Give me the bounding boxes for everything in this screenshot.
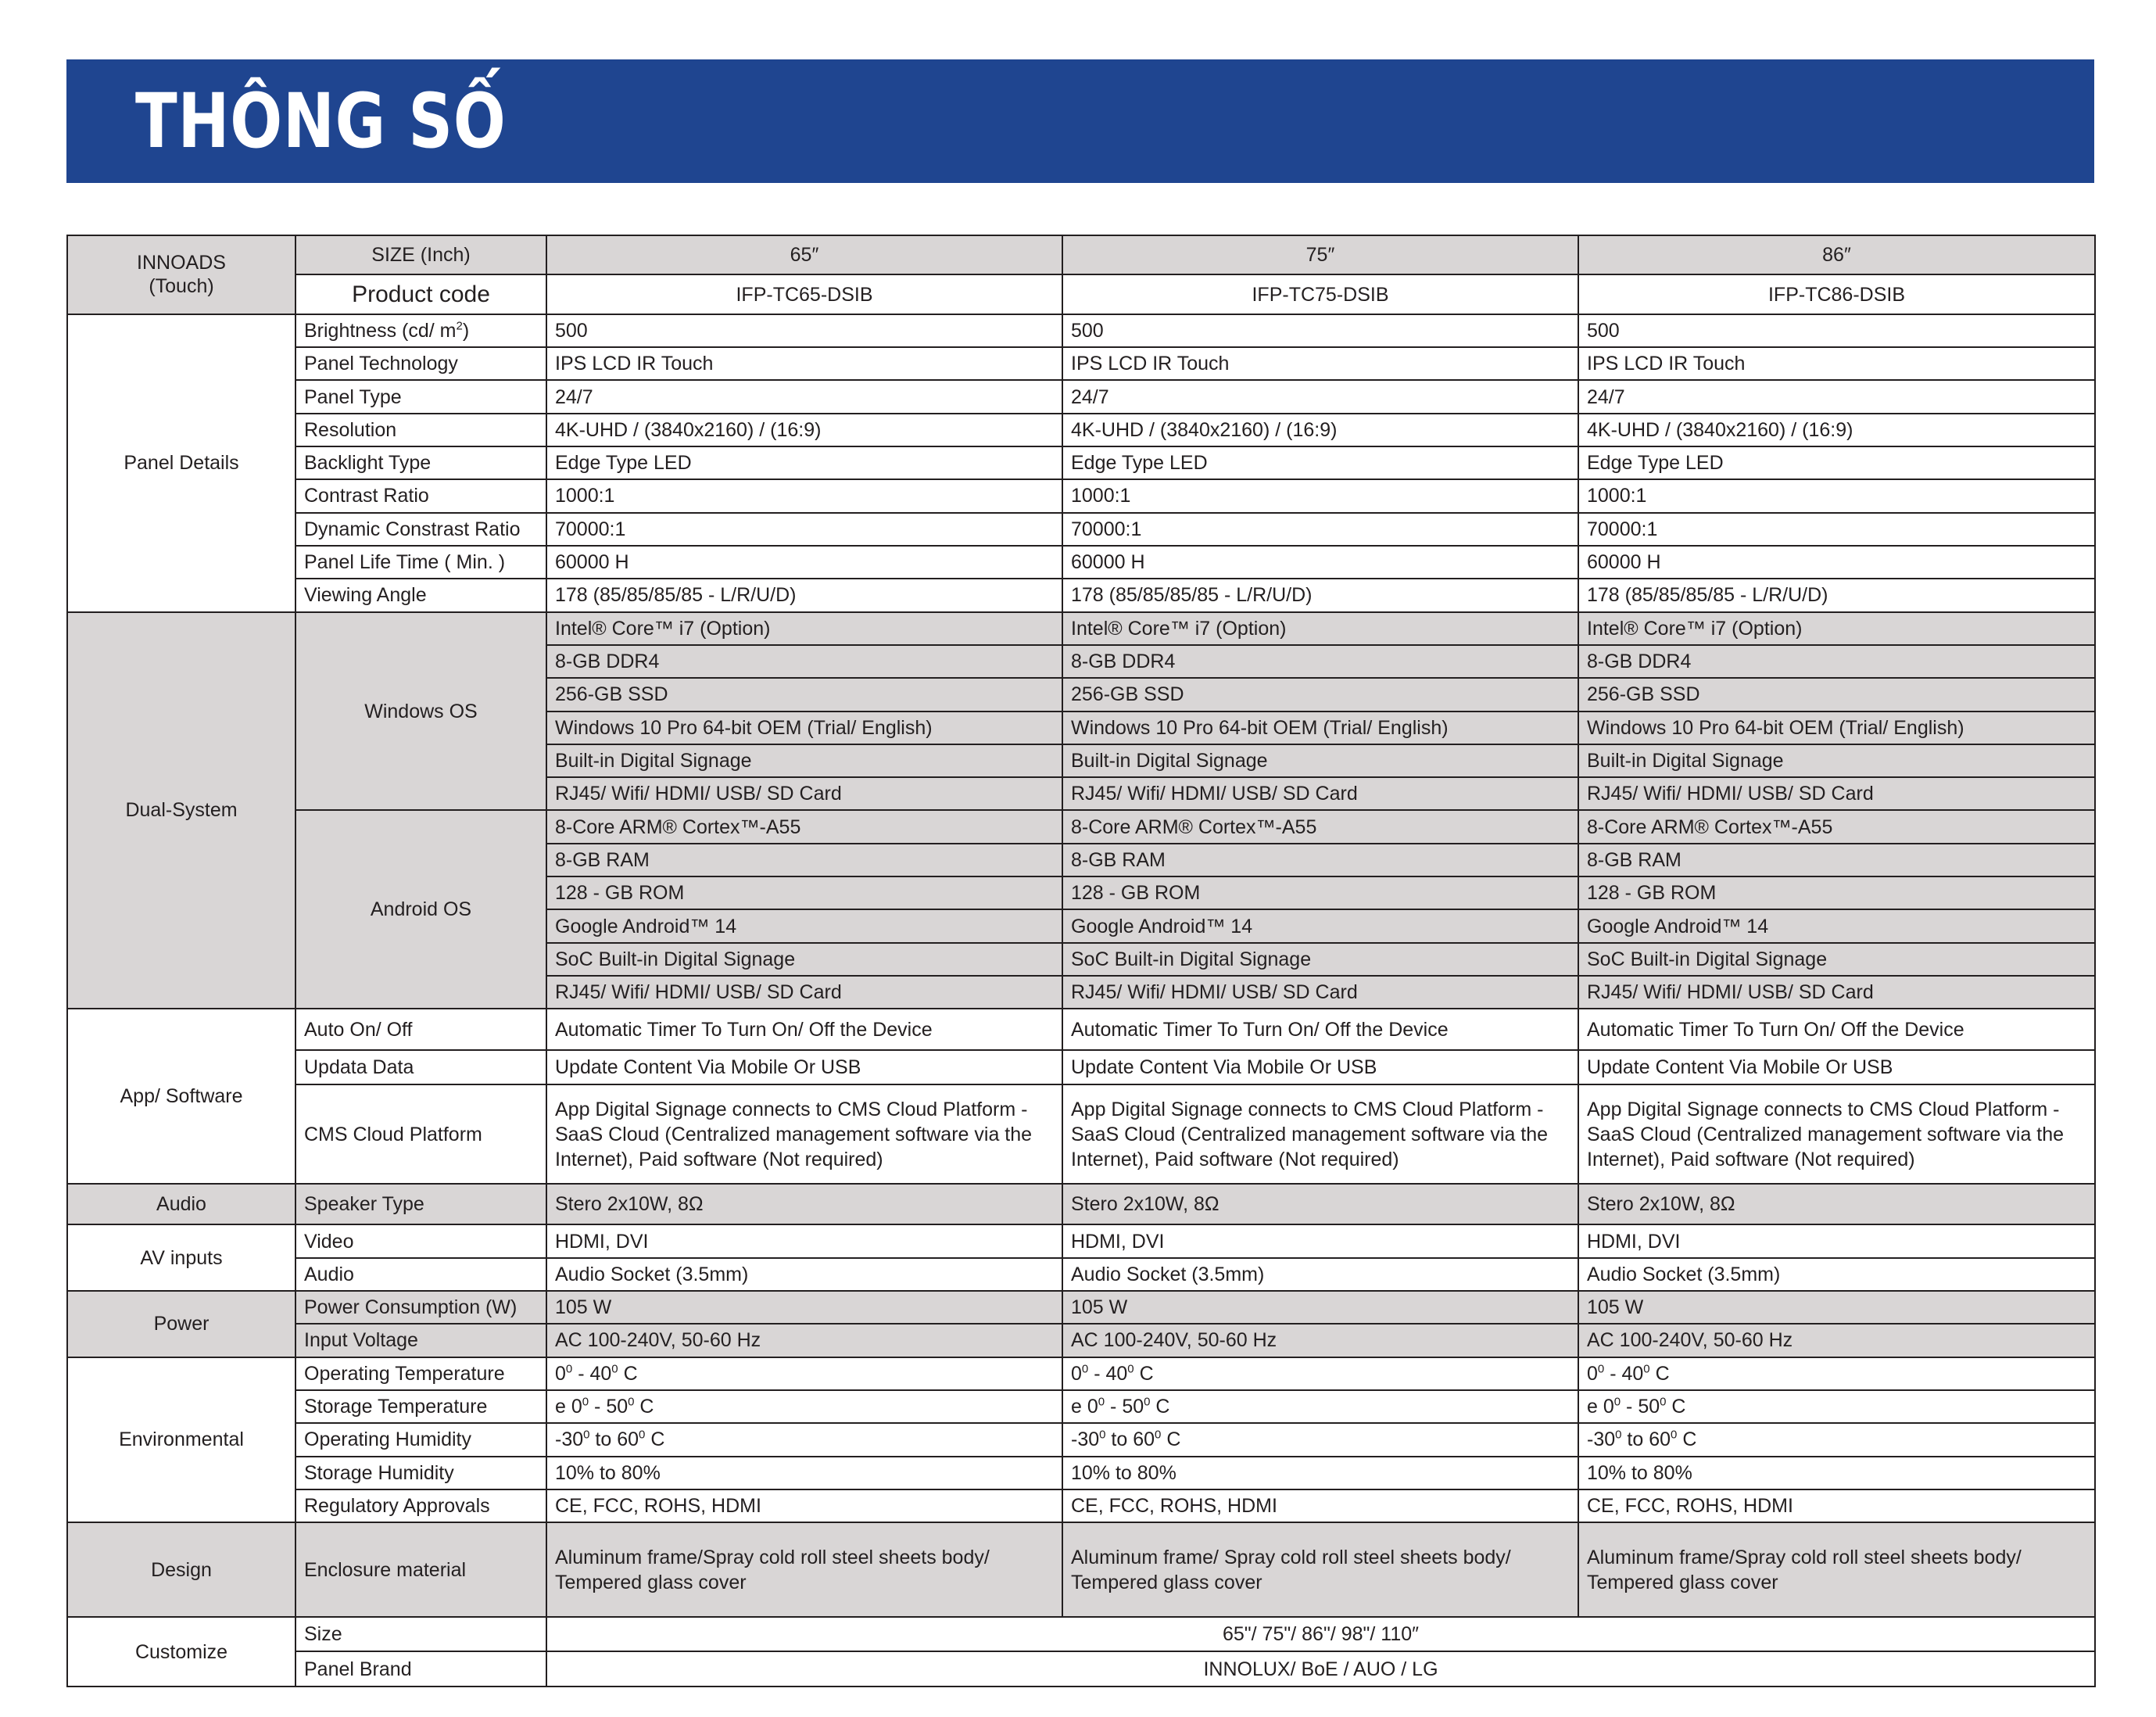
spec-value (1062, 1357, 1578, 1390)
spec-label: Viewing Angle (295, 579, 546, 611)
spec-value: 105 W (1062, 1291, 1578, 1324)
spec-value: 8-Core ARM® Cortex™-A55 (1062, 810, 1578, 843)
spec-row (67, 1050, 2095, 1084)
spec-row (67, 1617, 2095, 1651)
spec-value: 178 (85/85/85/85 - L/R/U/D) (1062, 579, 1578, 611)
spec-value: RJ45/ Wifi/ HDMI/ USB/ SD Card (1578, 777, 2095, 810)
spec-value: 4K-UHD / (3840x2160) / (16:9) (546, 414, 1062, 446)
group-design: Design (67, 1522, 295, 1617)
spec-value: 10% to 80% (546, 1457, 1062, 1489)
spec-value: SoC Built-in Digital Signage (1062, 943, 1578, 976)
spec-value: 8-GB RAM (1062, 844, 1578, 876)
spec-value: RJ45/ Wifi/ HDMI/ USB/ SD Card (1578, 976, 2095, 1009)
spec-value: Windows 10 Pro 64-bit OEM (Trial/ English) (1062, 712, 1578, 744)
degree-mark: 0 (1127, 1362, 1134, 1376)
spec-label (295, 314, 546, 347)
temp-max: - 50 (1621, 1396, 1660, 1418)
spec-value (1578, 1390, 2095, 1423)
spec-value: CE, FCC, ROHS, HDMI (546, 1489, 1062, 1522)
group-app-software: App/ Software (67, 1009, 295, 1184)
spec-label: Operating Humidity (295, 1423, 546, 1456)
degree-mark: 0 (582, 1395, 589, 1409)
spec-value (1062, 1390, 1578, 1423)
group-customize: Customize (67, 1617, 295, 1687)
degree-mark: 0 (639, 1428, 646, 1443)
spec-value: 178 (85/85/85/85 - L/R/U/D) (546, 579, 1062, 611)
spec-value: 1000:1 (546, 479, 1062, 512)
brand-text: INNOADS (Touch) (137, 252, 226, 298)
spec-value: HDMI, DVI (1062, 1224, 1578, 1257)
spec-label: Power Consumption (W) (295, 1291, 546, 1324)
customize-brand-value: INNOLUX/ BoE / AUO / LG (546, 1651, 2095, 1687)
spec-value: 60000 H (1578, 546, 2095, 579)
temp-min: -30 (1587, 1428, 1616, 1451)
size-86: 86″ (1578, 235, 2095, 274)
product-code-65: IFP-TC65-DSIB (546, 274, 1062, 314)
spec-value: App Digital Signage connects to CMS Cloud Platform - SaaS Cloud (Centralized management software via the Internet), Paid software (Not required) (1062, 1084, 1578, 1184)
spec-label: Input Voltage (295, 1324, 546, 1357)
degree-mark: 0 (1144, 1395, 1151, 1409)
degree-mark: 0 (1155, 1428, 1162, 1443)
spec-row (67, 414, 2095, 446)
temp-min: e 0 (1587, 1396, 1614, 1418)
spec-row (67, 810, 2095, 843)
spec-value: 1000:1 (1578, 479, 2095, 512)
spec-value: IPS LCD IR Touch (546, 347, 1062, 380)
spec-value: 1000:1 (1062, 479, 1578, 512)
spec-row (67, 1423, 2095, 1456)
spec-label: Operating Temperature (295, 1357, 546, 1390)
spec-value (546, 1390, 1062, 1423)
spec-value: Automatic Timer To Turn On/ Off the Device (546, 1009, 1062, 1049)
spec-value: Google Android™ 14 (1578, 909, 2095, 942)
degree-mark: 0 (1660, 1395, 1667, 1409)
temp-unit: C (1150, 1396, 1170, 1418)
spec-label: Auto On/ Off (295, 1009, 546, 1049)
spec-value: 105 W (546, 1291, 1062, 1324)
spec-row (67, 612, 2095, 645)
spec-row (67, 380, 2095, 413)
spec-label: CMS Cloud Platform (295, 1084, 546, 1184)
spec-value: SoC Built-in Digital Signage (1578, 943, 2095, 976)
size-75: 75″ (1062, 235, 1578, 274)
spec-label: Storage Humidity (295, 1457, 546, 1489)
spec-value: Built-in Digital Signage (1578, 744, 2095, 777)
temp-max: to 60 (1621, 1428, 1671, 1451)
spec-value: 4K-UHD / (3840x2160) / (16:9) (1578, 414, 2095, 446)
spec-value: 256-GB SSD (546, 678, 1062, 711)
spec-value: 256-GB SSD (1578, 678, 2095, 711)
brightness-label-sup: 2 (456, 319, 463, 333)
spec-row (67, 1390, 2095, 1423)
spec-value: Built-in Digital Signage (546, 744, 1062, 777)
spec-value: CE, FCC, ROHS, HDMI (1062, 1489, 1578, 1522)
spec-value: 178 (85/85/85/85 - L/R/U/D) (1578, 579, 2095, 611)
spec-value: IPS LCD IR Touch (1578, 347, 2095, 380)
degree-mark: 0 (628, 1395, 635, 1409)
spec-value: 4K-UHD / (3840x2160) / (16:9) (1062, 414, 1578, 446)
spec-value: Audio Socket (3.5mm) (1062, 1258, 1578, 1291)
degree-mark: 0 (1615, 1428, 1622, 1443)
spec-value: App Digital Signage connects to CMS Cloud Platform - SaaS Cloud (Centralized management software via the Internet), Paid software (Not required) (1578, 1084, 2095, 1184)
spec-value: Google Android™ 14 (546, 909, 1062, 942)
spec-row (67, 314, 2095, 347)
spec-value: 24/7 (1578, 380, 2095, 413)
spec-value: Update Content Via Mobile Or USB (1062, 1050, 1578, 1084)
spec-row (67, 546, 2095, 579)
spec-value: 500 (1578, 314, 2095, 347)
spec-value: 8-GB RAM (1578, 844, 2095, 876)
spec-value: Intel® Core™ i7 (Option) (1062, 612, 1578, 645)
spec-value: 8-GB DDR4 (1062, 645, 1578, 678)
spec-value: 500 (1062, 314, 1578, 347)
spec-value: 8-Core ARM® Cortex™-A55 (1578, 810, 2095, 843)
spec-value: Aluminum frame/Spray cold roll steel sheets body/ Tempered glass cover (546, 1522, 1062, 1617)
spec-value: Stero 2x10W, 8Ω (546, 1184, 1062, 1224)
spec-value: Intel® Core™ i7 (Option) (1578, 612, 2095, 645)
spec-label: Backlight Type (295, 446, 546, 479)
spec-value: AC 100-240V, 50-60 Hz (546, 1324, 1062, 1357)
spec-value: 105 W (1578, 1291, 2095, 1324)
spec-row (67, 579, 2095, 611)
product-code-row (67, 274, 2095, 314)
spec-row (67, 1224, 2095, 1257)
spec-value: 10% to 80% (1578, 1457, 2095, 1489)
spec-value: SoC Built-in Digital Signage (546, 943, 1062, 976)
spec-value: 24/7 (546, 380, 1062, 413)
group-power: Power (67, 1291, 295, 1357)
temp-min: e 0 (1071, 1396, 1098, 1418)
size-65: 65″ (546, 235, 1062, 274)
spec-label: Panel Type (295, 380, 546, 413)
temp-min: 0 (1587, 1362, 1598, 1385)
degree-mark: 0 (1613, 1395, 1621, 1409)
spec-row (67, 1489, 2095, 1522)
spec-value: Stero 2x10W, 8Ω (1578, 1184, 2095, 1224)
spec-value: 8-Core ARM® Cortex™-A55 (546, 810, 1062, 843)
temp-unit: C (1677, 1428, 1697, 1451)
spec-value: 8-GB RAM (546, 844, 1062, 876)
spec-value: RJ45/ Wifi/ HDMI/ USB/ SD Card (1062, 777, 1578, 810)
temp-unit: C (1134, 1362, 1154, 1385)
degree-mark: 0 (1081, 1362, 1089, 1376)
spec-value (546, 1357, 1062, 1390)
temp-min: -30 (1071, 1428, 1100, 1451)
temp-max: - 40 (1604, 1362, 1644, 1385)
spec-value: 10% to 80% (1062, 1457, 1578, 1489)
spec-value: 256-GB SSD (1062, 678, 1578, 711)
spec-label: Dynamic Constrast Ratio (295, 513, 546, 546)
group-av-inputs: AV inputs (67, 1224, 295, 1291)
spec-value: 128 - GB ROM (546, 876, 1062, 909)
spec-value: 70000:1 (1062, 513, 1578, 546)
spec-row (67, 479, 2095, 512)
spec-value (1062, 1423, 1578, 1456)
product-code-label: Product code (295, 274, 546, 314)
temp-max: - 50 (1105, 1396, 1144, 1418)
spec-value: RJ45/ Wifi/ HDMI/ USB/ SD Card (546, 976, 1062, 1009)
brightness-label-end: ) (462, 319, 470, 342)
windows-os-label: Windows OS (295, 612, 546, 811)
degree-mark: 0 (1098, 1395, 1105, 1409)
spec-label: Audio (295, 1258, 546, 1291)
spec-value: Edge Type LED (1578, 446, 2095, 479)
size-label: SIZE (Inch) (295, 235, 546, 274)
spec-value: AC 100-240V, 50-60 Hz (1062, 1324, 1578, 1357)
spec-value: Aluminum frame/ Spray cold roll steel sheets body/ Tempered glass cover (1062, 1522, 1578, 1617)
spec-row (67, 1258, 2095, 1291)
spec-value: Intel® Core™ i7 (Option) (546, 612, 1062, 645)
spec-value: 128 - GB ROM (1578, 876, 2095, 909)
spec-value: Windows 10 Pro 64-bit OEM (Trial/ English) (546, 712, 1062, 744)
spec-row (67, 1009, 2095, 1049)
product-code-86: IFP-TC86-DSIB (1578, 274, 2095, 314)
customize-size-value: 65"/ 75"/ 86"/ 98"/ 110″ (546, 1617, 2095, 1651)
spec-value: Edge Type LED (546, 446, 1062, 479)
spec-label: Updata Data (295, 1050, 546, 1084)
group-audio: Audio (67, 1184, 295, 1224)
temp-unit: C (1161, 1428, 1181, 1451)
spec-value: Aluminum frame/Spray cold roll steel sheets body/ Tempered glass cover (1578, 1522, 2095, 1617)
temp-max: to 60 (1105, 1428, 1155, 1451)
spec-label: Video (295, 1224, 546, 1257)
spec-value: Stero 2x10W, 8Ω (1062, 1184, 1578, 1224)
degree-mark: 0 (611, 1362, 618, 1376)
spec-row (67, 1357, 2095, 1390)
spec-value: 60000 H (546, 546, 1062, 579)
temp-max: - 40 (572, 1362, 612, 1385)
temp-min: 0 (555, 1362, 566, 1385)
spec-value (1578, 1423, 2095, 1456)
spec-row (67, 1324, 2095, 1357)
temp-max: - 40 (1088, 1362, 1128, 1385)
group-environmental: Environmental (67, 1357, 295, 1523)
brand-label (67, 235, 295, 314)
spec-row (67, 1651, 2095, 1687)
spec-value: Audio Socket (3.5mm) (1578, 1258, 2095, 1291)
banner-title: THÔNG SỐ (135, 77, 507, 165)
spec-label: Resolution (295, 414, 546, 446)
android-os-label: Android OS (295, 810, 546, 1009)
spec-row (67, 446, 2095, 479)
spec-value: Windows 10 Pro 64-bit OEM (Trial/ English) (1578, 712, 2095, 744)
spec-value: App Digital Signage connects to CMS Cloud Platform - SaaS Cloud (Centralized management software via the Internet), Paid software (Not required) (546, 1084, 1062, 1184)
spec-value: 24/7 (1062, 380, 1578, 413)
degree-mark: 0 (1643, 1362, 1650, 1376)
spec-table-body (67, 235, 2095, 1687)
spec-row (67, 513, 2095, 546)
spec-value: HDMI, DVI (1578, 1224, 2095, 1257)
spec-value: 128 - GB ROM (1062, 876, 1578, 909)
spec-value: 8-GB DDR4 (546, 645, 1062, 678)
spec-label: Enclosure material (295, 1522, 546, 1617)
degree-mark: 0 (583, 1428, 590, 1443)
spec-value: 8-GB DDR4 (1578, 645, 2095, 678)
spec-value: Update Content Via Mobile Or USB (546, 1050, 1062, 1084)
product-code-75: IFP-TC75-DSIB (1062, 274, 1578, 314)
temp-unit: C (618, 1362, 638, 1385)
header-banner (66, 59, 2094, 183)
spec-value (546, 1423, 1062, 1456)
temp-unit: C (1666, 1396, 1686, 1418)
spec-value: RJ45/ Wifi/ HDMI/ USB/ SD Card (546, 777, 1062, 810)
spec-value: RJ45/ Wifi/ HDMI/ USB/ SD Card (1062, 976, 1578, 1009)
spec-value: Edge Type LED (1062, 446, 1578, 479)
temp-unit: C (645, 1428, 665, 1451)
spec-label: Regulatory Approvals (295, 1489, 546, 1522)
spec-value: Audio Socket (3.5mm) (546, 1258, 1062, 1291)
spec-value: Built-in Digital Signage (1062, 744, 1578, 777)
spec-value: HDMI, DVI (546, 1224, 1062, 1257)
temp-min: e 0 (555, 1396, 582, 1418)
spec-value: Automatic Timer To Turn On/ Off the Device (1062, 1009, 1578, 1049)
spec-table (66, 235, 2096, 1687)
temp-max: to 60 (589, 1428, 639, 1451)
temp-unit: C (1649, 1362, 1670, 1385)
spec-label: Size (295, 1617, 546, 1651)
spec-value: 500 (546, 314, 1062, 347)
spec-label: Speaker Type (295, 1184, 546, 1224)
spec-label: Contrast Ratio (295, 479, 546, 512)
degree-mark: 0 (565, 1362, 573, 1376)
degree-mark: 0 (1671, 1428, 1678, 1443)
spec-value (1578, 1357, 2095, 1390)
spec-value: AC 100-240V, 50-60 Hz (1578, 1324, 2095, 1357)
temp-min: 0 (1071, 1362, 1082, 1385)
spec-label: Panel Life Time ( Min. ) (295, 546, 546, 579)
temp-unit: C (634, 1396, 654, 1418)
temp-min: -30 (555, 1428, 584, 1451)
degree-mark: 0 (1099, 1428, 1106, 1443)
brightness-label-text: Brightness (cd/ m (304, 319, 457, 342)
group-panel-details: Panel Details (67, 314, 295, 612)
spec-value: Google Android™ 14 (1062, 909, 1578, 942)
spec-row (67, 1084, 2095, 1184)
group-dual-system: Dual-System (67, 612, 295, 1009)
spec-value: Automatic Timer To Turn On/ Off the Device (1578, 1009, 2095, 1049)
degree-mark: 0 (1597, 1362, 1605, 1376)
spec-row (67, 1184, 2095, 1224)
spec-row (67, 1522, 2095, 1617)
spec-value: Update Content Via Mobile Or USB (1578, 1050, 2095, 1084)
spec-row (67, 1457, 2095, 1489)
spec-value: 70000:1 (546, 513, 1062, 546)
temp-max: - 50 (589, 1396, 629, 1418)
spec-label: Panel Brand (295, 1651, 546, 1687)
spec-row (67, 347, 2095, 380)
spec-value: CE, FCC, ROHS, HDMI (1578, 1489, 2095, 1522)
spec-value: IPS LCD IR Touch (1062, 347, 1578, 380)
spec-value: 60000 H (1062, 546, 1578, 579)
spec-row (67, 1291, 2095, 1324)
spec-label: Panel Technology (295, 347, 546, 380)
size-row (67, 235, 2095, 274)
spec-value: 70000:1 (1578, 513, 2095, 546)
spec-label: Storage Temperature (295, 1390, 546, 1423)
